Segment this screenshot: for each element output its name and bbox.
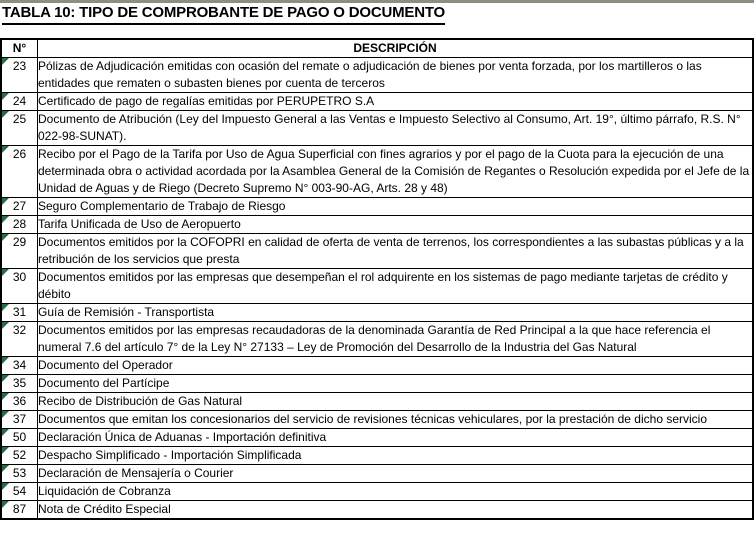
code-value: 36	[12, 394, 27, 408]
code-cell[interactable]	[1, 483, 38, 501]
code-value: 35	[12, 376, 27, 390]
table-row	[1, 501, 753, 520]
description-cell[interactable]: Recibo de Distribución de Gas Natural	[38, 393, 754, 411]
code-value: 26	[12, 147, 27, 161]
code-value: 34	[12, 358, 27, 372]
code-cell[interactable]	[1, 465, 38, 483]
table-row	[1, 483, 753, 501]
description-cell[interactable]: Tarifa Unificada de Uso de Aeropuerto	[38, 216, 754, 234]
cell-flag-triangle-icon	[2, 269, 9, 276]
description-cell[interactable]: Declaración de Mensajería o Courier	[38, 465, 754, 483]
table-row	[1, 146, 753, 198]
code-cell[interactable]	[1, 322, 38, 357]
description-cell[interactable]: Liquidación de Cobranza	[38, 483, 754, 501]
cell-flag-triangle-icon	[2, 465, 9, 472]
description-cell[interactable]: Seguro Complementario de Trabajo de Riesgo	[38, 198, 754, 216]
document-type-table	[0, 38, 754, 520]
description-cell[interactable]: Documentos emitidos por las empresas que desempeñan el rol adquirente en los sistemas de pago mediante tarjetas de crédito y débito	[38, 269, 754, 304]
table-row	[1, 111, 753, 146]
code-cell[interactable]	[1, 198, 38, 216]
table-row	[1, 447, 753, 465]
description-cell[interactable]: Guía de Remisión - Transportista	[38, 304, 754, 322]
code-value: 37	[12, 412, 27, 426]
cell-flag-triangle-icon	[2, 111, 9, 118]
header-row	[1, 39, 753, 58]
cell-flag-triangle-icon	[2, 375, 9, 382]
code-cell[interactable]	[1, 93, 38, 111]
description-cell[interactable]: Nota de Crédito Especial	[38, 501, 754, 520]
cell-flag-triangle-icon	[2, 304, 9, 311]
cell-flag-triangle-icon	[2, 322, 9, 329]
code-value: 25	[12, 112, 27, 126]
code-cell[interactable]	[1, 58, 38, 93]
code-cell[interactable]	[1, 234, 38, 269]
code-cell[interactable]	[1, 357, 38, 375]
code-cell[interactable]	[1, 411, 38, 429]
description-cell[interactable]: Documento del Partícipe	[38, 375, 754, 393]
cell-flag-triangle-icon	[2, 483, 9, 490]
table-row	[1, 429, 753, 447]
window-edge-strip	[0, 0, 754, 3]
description-cell[interactable]: Documentos emitidos por la COFOPRI en calidad de oferta de venta de terrenos, los correspondientes a las subastas públicas y a la retribución de los servicios que presta	[38, 234, 754, 269]
description-cell[interactable]: Declaración Única de Aduanas - Importación definitiva	[38, 429, 754, 447]
code-cell[interactable]	[1, 216, 38, 234]
cell-flag-triangle-icon	[2, 411, 9, 418]
code-value: 52	[12, 448, 27, 462]
description-cell[interactable]: Recibo por el Pago de la Tarifa por Uso de Agua Superficial con fines agrarios y por el pago de la Cuota para la ejecución de una determinada obra o actividad acordada por la Asamblea General de la Comisión de Regantes o Resolución expedida por el Jefe de la Unidad de Aguas y de Riego (Decreto Supremo N° 003-90-AG, Arts. 28 y 48)	[38, 146, 754, 198]
code-cell[interactable]	[1, 501, 38, 520]
table-row	[1, 322, 753, 357]
code-cell[interactable]	[1, 304, 38, 322]
cell-flag-triangle-icon	[2, 447, 9, 454]
cell-flag-triangle-icon	[2, 357, 9, 364]
cell-flag-triangle-icon	[2, 146, 9, 153]
code-value: 87	[12, 502, 27, 516]
table-row	[1, 393, 753, 411]
description-cell[interactable]: Despacho Simplificado - Importación Simplificada	[38, 447, 754, 465]
cell-flag-triangle-icon	[2, 429, 9, 436]
code-value: 29	[12, 235, 27, 249]
page-title: TABLA 10: TIPO DE COMPROBANTE DE PAGO O DOCUMENTO	[2, 4, 445, 25]
table-row	[1, 375, 753, 393]
cell-flag-triangle-icon	[2, 234, 9, 241]
table-row	[1, 234, 753, 269]
code-value: 28	[12, 217, 27, 231]
table-row	[1, 216, 753, 234]
code-cell[interactable]	[1, 447, 38, 465]
code-cell[interactable]	[1, 111, 38, 146]
cell-flag-triangle-icon	[2, 198, 9, 205]
description-cell[interactable]: Documentos que emitan los concesionarios del servicio de revisiones técnicas vehiculares, por la prestación de dicho servicio	[38, 411, 754, 429]
code-value: 24	[12, 94, 27, 108]
code-cell[interactable]	[1, 429, 38, 447]
col-header-num[interactable]: N°	[1, 39, 38, 58]
code-value: 53	[12, 466, 27, 480]
table-row	[1, 93, 753, 111]
cell-flag-triangle-icon	[2, 93, 9, 100]
description-cell[interactable]: Documento de Atribución (Ley del Impuesto General a las Ventas e Impuesto Selectivo al Consumo, Art. 19°, último párrafo, R.S. N° 022-98-SUNAT).	[38, 111, 754, 146]
code-cell[interactable]	[1, 393, 38, 411]
table-row	[1, 198, 753, 216]
table-row	[1, 304, 753, 322]
cell-flag-triangle-icon	[2, 393, 9, 400]
table-row	[1, 411, 753, 429]
description-cell[interactable]: Documento del Operador	[38, 357, 754, 375]
cell-flag-triangle-icon	[2, 58, 9, 65]
code-cell[interactable]	[1, 146, 38, 198]
code-cell[interactable]	[1, 375, 38, 393]
cell-flag-triangle-icon	[2, 216, 9, 223]
code-value: 31	[12, 305, 27, 319]
code-value: 30	[12, 270, 27, 284]
code-value: 23	[12, 59, 27, 73]
code-value: 27	[12, 199, 27, 213]
description-cell[interactable]: Documentos emitidos por las empresas recaudadoras de la denominada Garantía de Red Principal a la que hace referencia el numeral 7.6 del artículo 7° de la Ley N° 27133 – Ley de Promoción del Desarrollo de la Industria del Gas Natural	[38, 322, 754, 357]
code-value: 50	[12, 430, 27, 444]
description-cell[interactable]: Certificado de pago de regalías emitidas por PERUPETRO S.A	[38, 93, 754, 111]
description-cell[interactable]: Pólizas de Adjudicación emitidas con ocasión del remate o adjudicación de bienes por venta forzada, por los martilleros o las entidades que rematen o subasten bienes por cuenta de terceros	[38, 58, 754, 93]
table-row	[1, 465, 753, 483]
cell-flag-triangle-icon	[2, 501, 9, 508]
code-value: 54	[12, 484, 27, 498]
col-header-desc[interactable]: DESCRIPCIÓN	[38, 39, 754, 58]
code-value: 32	[12, 323, 27, 337]
table-row	[1, 357, 753, 375]
code-cell[interactable]	[1, 269, 38, 304]
table-row	[1, 58, 753, 93]
table-row	[1, 269, 753, 304]
